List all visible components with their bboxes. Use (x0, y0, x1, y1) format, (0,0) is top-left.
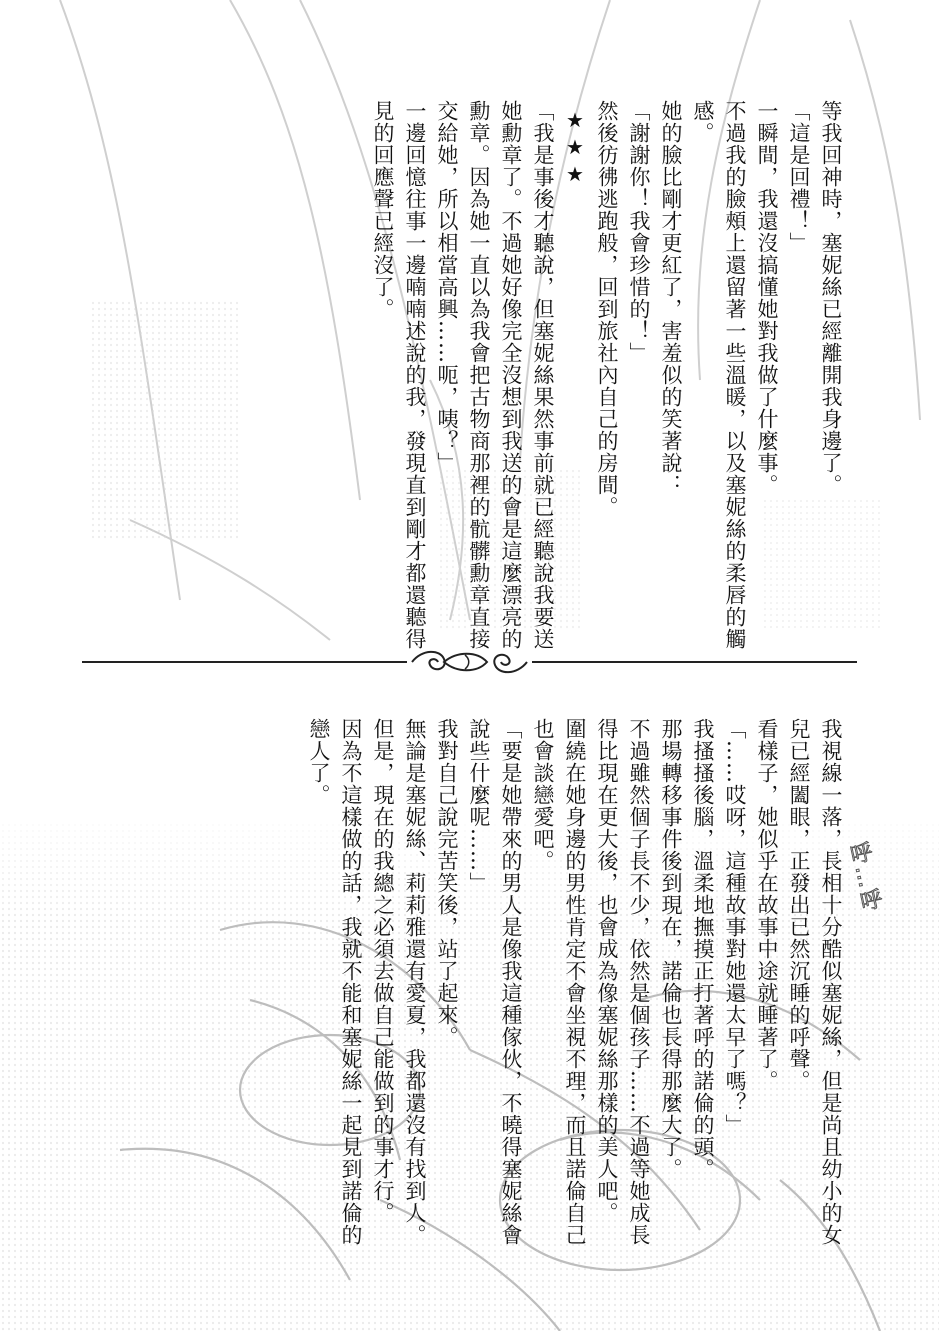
flourish-divider-icon (82, 645, 857, 679)
paragraph: 等我回神時，塞妮絲已經離開我身邊了。 (819, 100, 843, 496)
paragraph: 「我是事後才聽說，但塞妮絲果然事前就已經聽說我要送她勳章了。不過她好像完全沒想到我送的會是這麼漂亮的勳章。因為她一直以為我會把古物商那裡的骯髒勳章直接交給她，所以相當高興……呃，咦？」 (435, 100, 555, 650)
paragraph: 因為不這樣做的話，我就不能和塞妮絲一起見到諾倫的戀人了。 (307, 718, 363, 1246)
paragraph: 看樣子，她似乎在故事中途就睡著了。 (755, 718, 779, 1092)
paragraph: 那場轉移事件後到現在，諾倫也長得那麼大了。 (659, 718, 683, 1180)
paragraph: 我對自己說完苦笑後，站了起來。 (435, 718, 459, 1048)
paragraph: 不過我的臉頰上還留著一些溫暖，以及塞妮絲的柔唇的觸感。 (691, 100, 747, 650)
paragraph: 「要是她帶來的男人是像我這種傢伙，不曉得塞妮絲會說些什麼呢……」 (467, 718, 523, 1246)
paragraph: 「這是回禮！」 (787, 100, 811, 254)
paragraph: 無論是塞妮絲、莉莉雅還有愛夏，我都還沒有找到人。但是，現在的我總之必須去做自己能做到的事才行。 (371, 718, 427, 1246)
paragraph: 圍繞在她身邊的男性肯定不會坐視不理，而且諾倫自己也會談戀愛吧。 (531, 718, 587, 1246)
paragraph: 「……哎呀，這種故事對她還太早了嗎？」 (723, 718, 747, 1136)
snore-sfx-icon: 呼…呼 (844, 839, 885, 916)
paragraph: 一邊回憶往事一邊喃喃述說的我，發現直到剛才都還聽得見的回應聲已經沒了。 (371, 100, 427, 650)
bottom-text-column (47, 718, 847, 1258)
paragraph: 我視線一落，長相十分酷似塞妮絲，但是尚且幼小的女兒已經闔眼，正發出已然沉睡的呼聲。 (787, 718, 843, 1246)
scene-break-stars: ★★★ (563, 108, 587, 189)
paragraph: 她的臉比剛才更紅了，害羞似的笑著說： (659, 100, 683, 496)
paragraph: 「謝謝你！我會珍惜的！」 (627, 100, 651, 364)
paragraph: 我搔搔後腦，溫柔地撫摸正打著呼的諾倫的頭。 (691, 718, 715, 1180)
paragraph: 一瞬間，我還沒搞懂她對我做了什麼事。 (755, 100, 779, 496)
paragraph: 然後彷彿逃跑般，回到旅社內自己的房間。 (595, 100, 619, 518)
paragraph: 不過雖然個子長不少，依然是個孩子……不過等她成長得比現在更大後，也會成為像塞妮絲那樣的美人吧。 (595, 718, 651, 1246)
top-text-column (47, 100, 847, 650)
